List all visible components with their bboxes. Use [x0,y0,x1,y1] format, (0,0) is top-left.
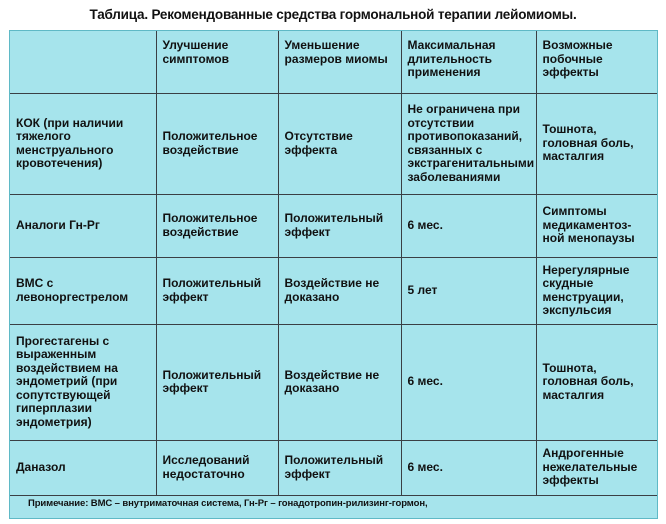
cell-size: Положительный эффект [278,194,401,257]
cell-duration: 6 мес. [401,194,536,257]
cell-size: Воздействие не доказано [278,324,401,440]
table-row [10,324,657,440]
table-footnote: Примечание: ВМС – внутриматочная система, Гн-Рг – гонадотропин-рилизинг-гормон, [28,498,428,509]
cell-size: Воздействие не доказано [278,257,401,324]
header-side-effects: Возможные побочные эффекты [536,31,657,93]
table-panel [9,30,658,519]
cell-size: Положительный эффект [278,440,401,495]
therapy-table [10,31,657,496]
row-label: Прогестагены с выраженным воздействием на эндометрий (при сопутствующей гиперплазии эндометрия) [10,324,156,440]
header-symptoms: Улучшение симптомов [156,31,278,93]
row-label: Даназол [10,440,156,495]
header-corner [10,31,156,93]
cell-side-effects: Тошнота, головная боль, масталгия [536,324,657,440]
row-label: ВМС с левоноргестрелом [10,257,156,324]
table-row [10,194,657,257]
header-row [10,31,657,93]
row-label: Аналоги Гн-Рг [10,194,156,257]
cell-side-effects: Тошнота, головная боль, масталгия [536,93,657,194]
cell-side-effects: Симптомы медикаментоз-ной менопаузы [536,194,657,257]
cell-symptoms: Положительное воздействие [156,93,278,194]
cell-symptoms: Положительный эффект [156,257,278,324]
cell-duration: 6 мес. [401,440,536,495]
cell-duration: 6 мес. [401,324,536,440]
header-size: Уменьшение размеров миомы [278,31,401,93]
cell-side-effects: Нерегулярные скудные менструации, экспульсия [536,257,657,324]
cell-duration: 5 лет [401,257,536,324]
table-row [10,257,657,324]
cell-size: Отсутствие эффекта [278,93,401,194]
cell-symptoms: Положительный эффект [156,324,278,440]
table-row [10,93,657,194]
cell-symptoms: Положительное воздействие [156,194,278,257]
header-duration: Максимальная длительность применения [401,31,536,93]
cell-side-effects: Андрогенные нежелательные эффекты [536,440,657,495]
cell-symptoms: Исследований недостаточно [156,440,278,495]
table-title: Таблица. Рекомендованные средства гормональной терапии лейомиомы. [89,7,577,22]
table-row [10,440,657,495]
row-label: КОК (при наличии тяжелого менструального кровотечения) [10,93,156,194]
cell-duration: Не ограничена при отсутствии противопоказаний, связанных с экстрагенитальными заболеваниями [401,93,536,194]
